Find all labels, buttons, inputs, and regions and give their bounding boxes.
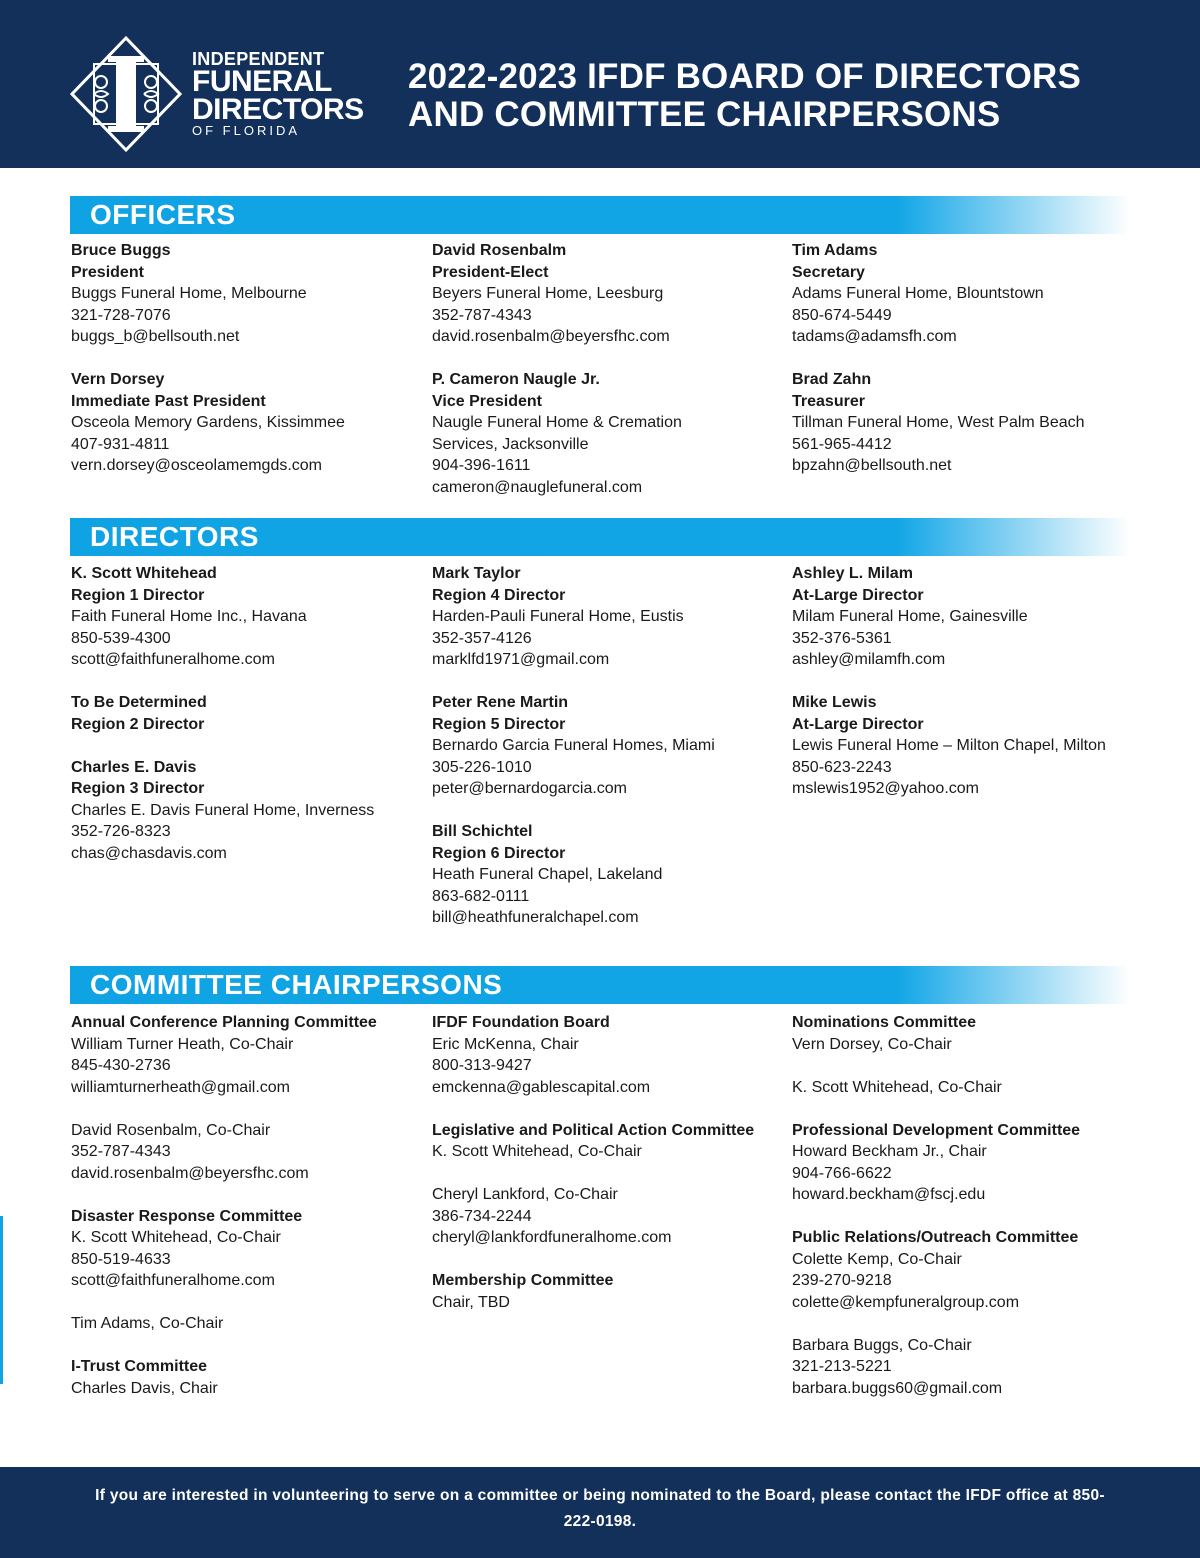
section-header-committee-chairpersons: [70, 966, 1130, 1004]
committee-name: Membership Committee: [432, 1272, 614, 1289]
director-email[interactable]: mslewis1952@yahoo.com: [792, 780, 979, 797]
director-phone: 352-376-5361: [792, 629, 892, 647]
committee-name: Nominations Committee: [792, 1014, 977, 1031]
committee-chair-email[interactable]: scott@faithfuneralhome.com: [71, 1272, 275, 1289]
officer-org: Naugle Funeral Home & Cremation: [432, 414, 682, 431]
officer-org: Buggs Funeral Home, Melbourne: [71, 285, 307, 302]
director-name: K. Scott Whitehead: [71, 565, 217, 582]
officer-org: Tillman Funeral Home, West Palm Beach: [792, 414, 1085, 431]
officer-title: President: [71, 263, 144, 281]
ifdf-diamond-emblem-icon: [70, 36, 182, 154]
director-email[interactable]: bill@heathfuneralchapel.com: [432, 909, 639, 926]
committee-name: IFDF Foundation Board: [432, 1014, 610, 1031]
officer-email[interactable]: tadams@adamsfh.com: [792, 328, 957, 345]
officer-phone: 904-396-1611: [432, 457, 531, 474]
officer-name: Brad Zahn: [792, 371, 872, 388]
committee-chair: William Turner Heath, Co-Chair: [71, 1035, 294, 1053]
page-footer: [0, 1467, 1200, 1558]
director-name: Mike Lewis: [792, 694, 877, 711]
director-org: Harden-Pauli Funeral Home, Eustis: [432, 608, 684, 625]
director-title: Region 4 Director: [432, 586, 566, 604]
page-header: [0, 0, 1200, 168]
officer-org-continued: Services, Jacksonville: [432, 435, 589, 453]
director-title: Region 3 Director: [71, 780, 205, 797]
section-header-directors: [70, 518, 1130, 556]
section-title-officers: OFFICERS: [90, 199, 236, 230]
director-name: Charles E. Davis: [71, 758, 197, 776]
committee-chair-email[interactable]: cheryl@lankfordfuneralhome.com: [432, 1229, 672, 1246]
director-title: At-Large Director: [792, 586, 924, 604]
committee-name: Disaster Response Committee: [71, 1207, 303, 1225]
officer-title: Secretary: [792, 263, 865, 281]
page-title: [408, 58, 1168, 134]
director-org: Charles E. Davis Funeral Home, Inverness: [71, 801, 375, 819]
officer-title: Treasurer: [792, 392, 865, 410]
committee-chair: Charles Davis, Chair: [71, 1379, 218, 1397]
committee-chair: K. Scott Whitehead, Co-Chair: [71, 1229, 281, 1246]
committee-chair: Barbara Buggs, Co-Chair: [792, 1336, 972, 1354]
officer-phone: 561-965-4412: [792, 435, 892, 453]
section-header-officers: [70, 196, 1130, 234]
director-title: Region 2 Director: [71, 715, 205, 733]
officer-phone: 352-787-4343: [432, 306, 532, 324]
director-phone: 352-357-4126: [432, 629, 532, 647]
committees-column-3: [792, 1012, 1147, 1399]
committee-chair-email[interactable]: williamturnerheath@gmail.com: [71, 1078, 290, 1096]
director-phone: 863-682-0111: [432, 887, 530, 905]
officer-org: Beyers Funeral Home, Leesburg: [432, 285, 664, 302]
director-org: Milam Funeral Home, Gainesville: [792, 608, 1028, 625]
director-title: Region 6 Director: [432, 844, 566, 862]
officer-email[interactable]: buggs_b@bellsouth.net: [71, 328, 240, 345]
committee-chair-email[interactable]: colette@kempfuneralgroup.com: [792, 1293, 1020, 1311]
committee-chair-phone: 845-430-2736: [71, 1057, 171, 1074]
director-title: Region 1 Director: [71, 586, 205, 604]
committee-chair: Howard Beckham Jr., Chair: [792, 1143, 987, 1160]
officer-title: President-Elect: [432, 263, 549, 281]
officer-email[interactable]: vern.dorsey@osceolamemgds.com: [71, 457, 323, 474]
director-org: Lewis Funeral Home – Milton Chapel, Milton: [792, 737, 1106, 754]
director-phone: 352-726-8323: [71, 823, 171, 840]
director-email[interactable]: scott@faithfuneralhome.com: [71, 651, 275, 668]
officer-name: Bruce Buggs: [71, 242, 171, 259]
committee-name: Legislative and Political Action Committee: [432, 1121, 755, 1139]
officer-email[interactable]: david.rosenbalm@beyersfhc.com: [432, 328, 670, 345]
directors-column-3: [792, 563, 1162, 800]
section-title-committee-chairpersons: COMMITTEE CHAIRPERSONS: [90, 969, 503, 1000]
officer-name: David Rosenbalm: [432, 242, 567, 259]
committee-chair: Colette Kemp, Co-Chair: [792, 1250, 962, 1268]
committee-name: Public Relations/Outreach Committee: [792, 1229, 1079, 1246]
logo-text-directors: DIRECTORS: [192, 93, 364, 126]
officer-name: Vern Dorsey: [71, 371, 165, 388]
officer-phone: 850-674-5449: [792, 306, 892, 324]
director-org: Bernardo Garcia Funeral Homes, Miami: [432, 737, 715, 754]
committee-chair-phone: 239-270-9218: [792, 1272, 892, 1289]
director-org: Faith Funeral Home Inc., Havana: [71, 608, 307, 625]
footer-contact-note: If you are interested in volunteering to serve on a committee or being nominated to the Board, please contact the IFDF office at 850-222-0198.: [95, 1487, 1105, 1530]
committees-column-1: [71, 1012, 426, 1399]
section-title-directors: DIRECTORS: [90, 521, 259, 552]
committee-chair-email[interactable]: david.rosenbalm@beyersfhc.com: [71, 1164, 309, 1182]
director-phone: 305-226-1010: [432, 758, 532, 776]
officer-name: P. Cameron Naugle Jr.: [432, 371, 600, 388]
officer-title: Immediate Past President: [71, 392, 266, 410]
director-email[interactable]: peter@bernardogarcia.com: [432, 780, 628, 797]
ifdf-logo: [70, 36, 370, 154]
officer-org: Adams Funeral Home, Blountstown: [792, 285, 1044, 302]
logo-text-of-florida: OF FLORIDA: [192, 123, 301, 138]
logo-text-independent: INDEPENDENT: [192, 49, 325, 69]
director-name: To Be Determined: [71, 694, 207, 711]
director-name: Ashley L. Milam: [792, 565, 913, 582]
officer-name: Tim Adams: [792, 242, 878, 259]
committee-chair-phone: 321-213-5221: [792, 1358, 892, 1375]
directors-column-2: [432, 563, 787, 929]
committee-chair: David Rosenbalm, Co-Chair: [71, 1121, 271, 1139]
committee-chair: Tim Adams, Co-Chair: [71, 1315, 224, 1332]
director-email[interactable]: marklfd1971@gmail.com: [432, 651, 610, 668]
committee-name: I-Trust Committee: [71, 1358, 208, 1375]
director-phone: 850-539-4300: [71, 629, 171, 647]
director-name: Bill Schichtel: [432, 823, 533, 840]
officers-column-1: [71, 240, 426, 477]
page-title-line-1: 2022-2023 IFDF BOARD OF DIRECTORS: [408, 57, 1082, 96]
committee-chair-email[interactable]: emckenna@gablescapital.com: [432, 1078, 651, 1096]
director-name: Peter Rene Martin: [432, 694, 569, 711]
committee-chair-email[interactable]: howard.beckham@fscj.edu: [792, 1186, 986, 1203]
committee-chair: Vern Dorsey, Co-Chair: [792, 1035, 952, 1053]
committee-chair-phone: 850-519-4633: [71, 1250, 171, 1268]
committee-chair-phone: 352-787-4343: [71, 1143, 171, 1160]
committees-column-2: [432, 1012, 787, 1313]
logo-text-funeral: FUNERAL: [192, 65, 332, 98]
officer-org: Osceola Memory Gardens, Kissimmee: [71, 414, 345, 431]
officer-email[interactable]: bpzahn@bellsouth.net: [792, 457, 952, 474]
director-title: At-Large Director: [792, 715, 924, 733]
director-title: Region 5 Director: [432, 715, 566, 733]
committee-chair: Cheryl Lankford, Co-Chair: [432, 1186, 618, 1203]
director-org: Heath Funeral Chapel, Lakeland: [432, 866, 663, 883]
director-email[interactable]: chas@chasdavis.com: [71, 844, 227, 862]
committee-chair-email[interactable]: barbara.buggs60@gmail.com: [792, 1379, 1003, 1397]
committee-name: Professional Development Committee: [792, 1121, 1081, 1139]
director-email[interactable]: ashley@milamfh.com: [792, 651, 946, 668]
committee-chair: K. Scott Whitehead, Co-Chair: [432, 1143, 642, 1160]
officer-phone: 407-931-4811: [71, 435, 170, 453]
directors-column-1: [71, 563, 426, 864]
officers-column-3: [792, 240, 1147, 477]
committee-chair-phone: 800-313-9427: [432, 1057, 532, 1074]
officer-title: Vice President: [432, 392, 542, 410]
committee-chair: Chair, TBD: [432, 1293, 510, 1311]
decorative-side-rule: [0, 1216, 3, 1384]
committee-chair: K. Scott Whitehead, Co-Chair: [792, 1078, 1002, 1096]
committee-chair-phone: 386-734-2244: [432, 1207, 532, 1225]
committee-name: Annual Conference Planning Committee: [71, 1014, 377, 1031]
page-title-line-2: AND COMMITTEE CHAIRPERSONS: [408, 95, 1001, 134]
committee-chair: Eric McKenna, Chair: [432, 1035, 579, 1053]
officer-phone: 321-728-7076: [71, 306, 171, 324]
officers-column-2: [432, 240, 787, 498]
committee-chair-phone: 904-766-6622: [792, 1164, 892, 1182]
director-phone: 850-623-2243: [792, 758, 892, 776]
director-name: Mark Taylor: [432, 565, 521, 582]
officer-email[interactable]: cameron@nauglefuneral.com: [432, 478, 643, 496]
